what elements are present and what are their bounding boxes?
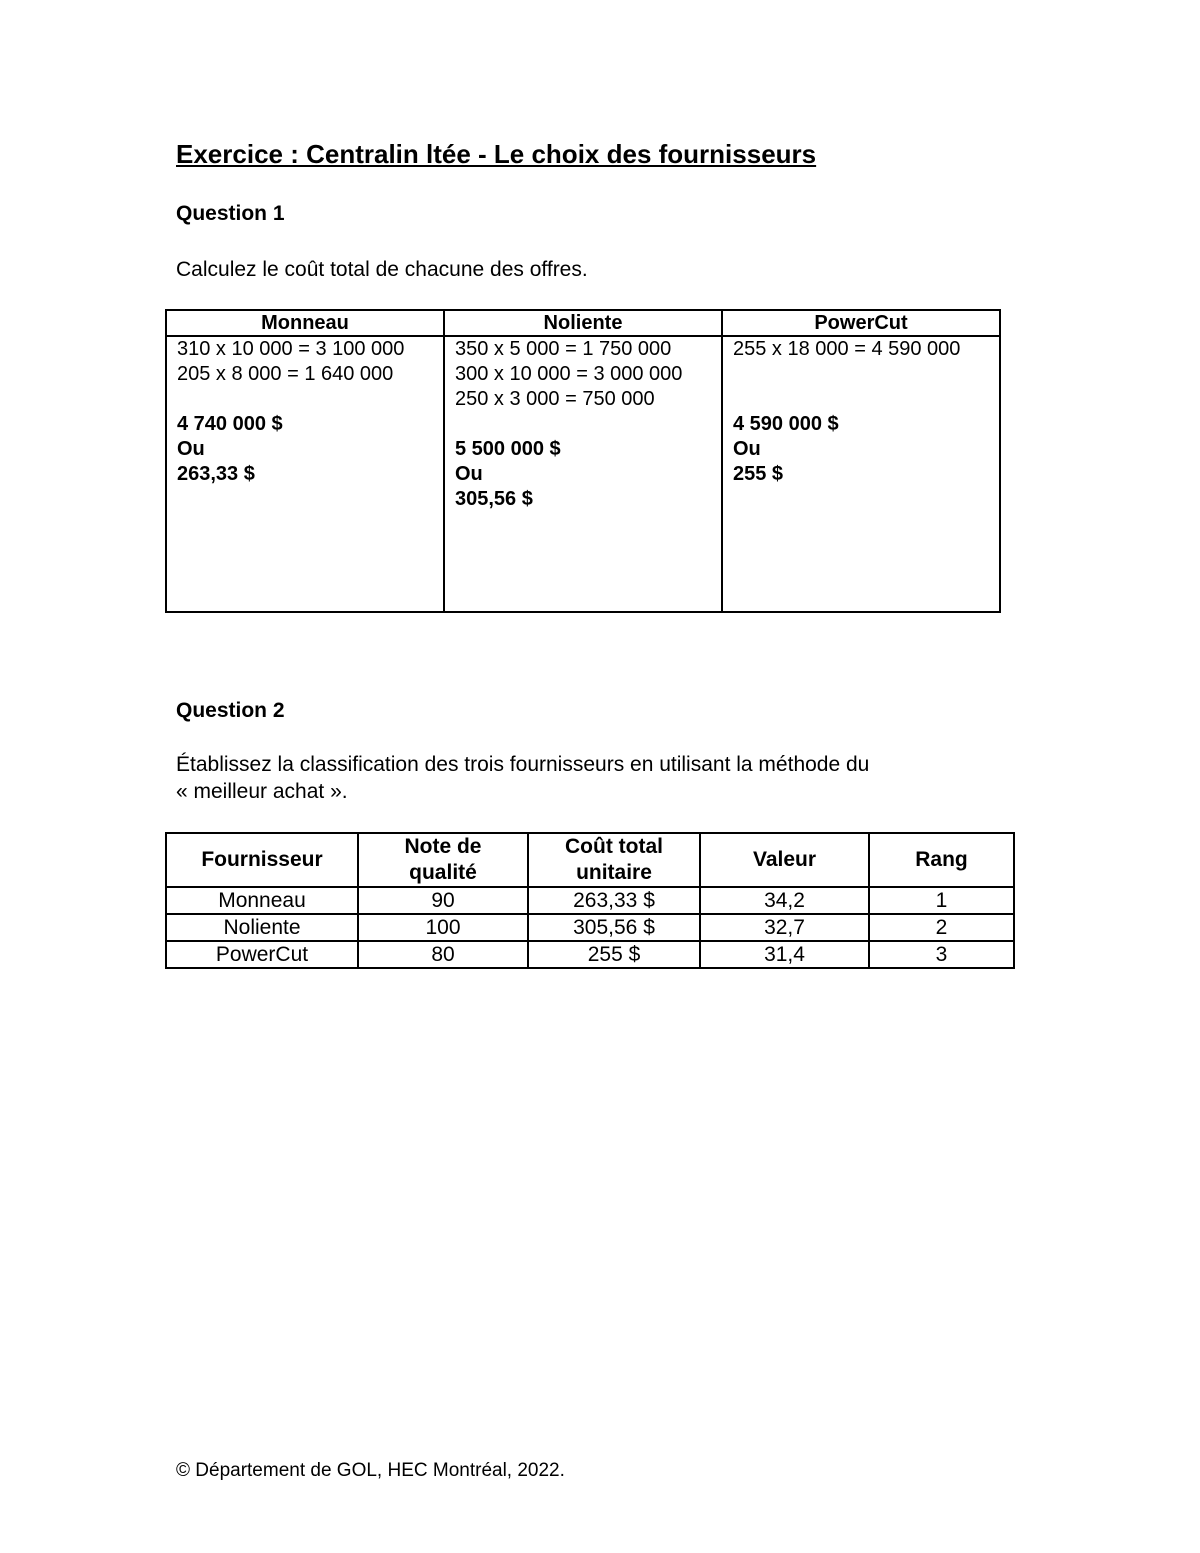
calc-line: Ou — [177, 438, 205, 460]
offer-calc-noliente — [444, 336, 722, 612]
cell-rank: 3 — [869, 941, 1014, 968]
header-unit-cost — [528, 833, 700, 887]
ranking-header-row — [166, 833, 1014, 887]
header-rank: Rang — [869, 833, 1014, 887]
calc-line: 5 500 000 $ — [455, 438, 561, 460]
calc-line: 310 x 10 000 = 3 100 000 — [177, 338, 405, 360]
page-title: Exercice : Centralin ltée - Le choix des fournisseurs — [176, 139, 817, 169]
calc-line: 250 x 3 000 = 750 000 — [455, 388, 655, 410]
cell-supplier: PowerCut — [166, 941, 358, 968]
offer-calc-monneau — [166, 336, 444, 612]
question-1-heading: Question 1 — [176, 202, 285, 225]
calc-line: 263,33 $ — [177, 463, 255, 485]
calc-line — [733, 387, 999, 412]
cell-unit-cost: 305,56 $ — [528, 914, 700, 941]
question-2-heading: Question 2 — [176, 699, 285, 722]
cell-value: 34,2 — [700, 887, 869, 914]
offer-header-monneau: Monneau — [166, 310, 444, 336]
cell-value: 31,4 — [700, 941, 869, 968]
header-quality-line-1: Note de — [404, 835, 482, 858]
table-row — [166, 887, 1014, 914]
question-2-prompt-line-2: « meilleur achat ». — [176, 780, 348, 803]
cell-unit-cost: 263,33 $ — [528, 887, 700, 914]
header-unit-cost-line-1: Coût total — [565, 835, 663, 858]
cell-supplier: Monneau — [166, 887, 358, 914]
table-row — [166, 941, 1014, 968]
question-1-prompt: Calculez le coût total de chacune des offres. — [176, 258, 588, 281]
cell-quality: 80 — [358, 941, 528, 968]
copyright-footer: © Département de GOL, HEC Montréal, 2022. — [176, 1460, 565, 1481]
cell-rank: 2 — [869, 914, 1014, 941]
calc-line — [177, 387, 443, 412]
calc-line: 255 x 18 000 = 4 590 000 — [733, 338, 961, 360]
calc-line: 305,56 $ — [455, 488, 533, 510]
offer-header-powercut: PowerCut — [722, 310, 1000, 336]
cell-unit-cost: 255 $ — [528, 941, 700, 968]
calc-line: Ou — [455, 463, 483, 485]
calc-line: 300 x 10 000 = 3 000 000 — [455, 363, 683, 385]
cell-quality: 90 — [358, 887, 528, 914]
table-row — [166, 914, 1014, 941]
question-2-prompt-line-1: Établissez la classification des trois fournisseurs en utilisant la méthode du — [176, 753, 870, 776]
offer-header-noliente: Noliente — [444, 310, 722, 336]
offers-cost-table — [165, 309, 1001, 613]
calc-line: 255 $ — [733, 463, 784, 485]
supplier-ranking-table — [165, 832, 1015, 969]
header-value: Valeur — [700, 833, 869, 887]
header-quality-line-2: qualité — [409, 861, 477, 884]
header-unit-cost-line-2: unitaire — [576, 861, 652, 884]
offers-header-row — [166, 310, 1000, 336]
header-quality — [358, 833, 528, 887]
calc-line: 350 x 5 000 = 1 750 000 — [455, 338, 672, 360]
calc-line: 4 740 000 $ — [177, 413, 283, 435]
calc-line: Ou — [733, 438, 761, 460]
header-supplier: Fournisseur — [166, 833, 358, 887]
cell-quality: 100 — [358, 914, 528, 941]
offers-calc-row — [166, 336, 1000, 612]
calc-line — [733, 362, 999, 387]
calc-line — [455, 412, 721, 437]
offer-calc-powercut — [722, 336, 1000, 612]
calc-line: 4 590 000 $ — [733, 413, 839, 435]
calc-line: 205 x 8 000 = 1 640 000 — [177, 363, 394, 385]
cell-rank: 1 — [869, 887, 1014, 914]
cell-supplier: Noliente — [166, 914, 358, 941]
cell-value: 32,7 — [700, 914, 869, 941]
